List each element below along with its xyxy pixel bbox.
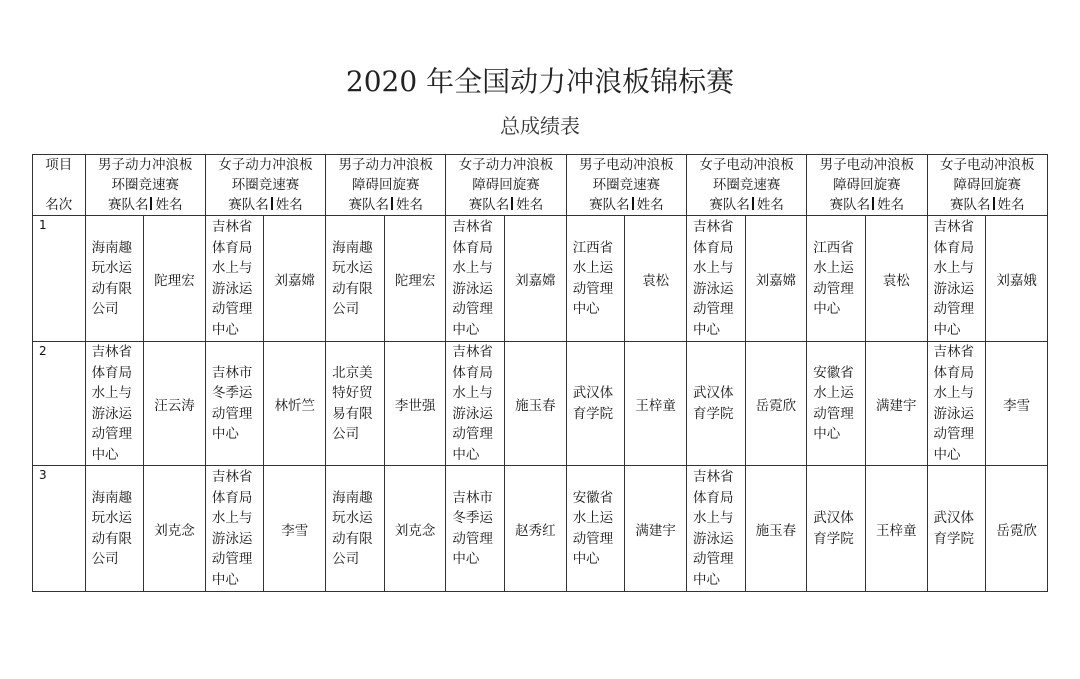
event-name-label: 女子动力冲浪板 <box>458 157 554 173</box>
team-name-line: 游泳运 <box>452 280 493 297</box>
team-name-line: 水上运 <box>572 510 614 526</box>
team-name-line: 中心 <box>572 551 600 567</box>
team-name-line: 中心 <box>452 551 480 567</box>
team-name-line: 玩水运 <box>91 510 133 526</box>
team-name-line: 海南趣 <box>332 239 373 256</box>
athlete-name-cell: 刘克念 <box>384 466 446 592</box>
team-name-line: 公司 <box>91 301 119 317</box>
team-name-line: 吉林省 <box>91 344 133 360</box>
team-cell <box>326 342 385 466</box>
team-cell <box>326 216 385 342</box>
team-name-line: 水上运 <box>572 260 614 276</box>
athlete-name-cell: 袁松 <box>865 216 927 342</box>
column-divider-mark <box>271 197 273 210</box>
team-column-label: 赛队名 <box>950 197 991 213</box>
team-name-line: 动管理 <box>692 301 734 317</box>
team-cell <box>807 342 866 466</box>
team-name-line: 武汉体 <box>933 510 975 526</box>
team-column-label: 赛队名 <box>468 197 510 213</box>
name-column-label: 姓名 <box>155 197 183 213</box>
team-name-line: 体育局 <box>91 364 133 381</box>
team-column-label: 赛队名 <box>589 197 630 213</box>
athlete-name-cell: 施玉春 <box>745 466 807 592</box>
team-name-line: 游泳运 <box>211 280 253 297</box>
team-name-line: 特好贸 <box>332 385 373 401</box>
team-name-line: 育学院 <box>692 405 734 422</box>
team-name-line: 游泳运 <box>91 405 133 422</box>
document-title: 2020 年全国动力冲浪板锦标赛 <box>345 65 735 98</box>
team-cell <box>686 216 745 342</box>
event-header-cell <box>686 155 806 216</box>
team-name-line: 安徽省 <box>813 364 854 381</box>
team-name-line: 动管理 <box>91 426 133 442</box>
team-cell <box>927 466 986 592</box>
team-name-line: 安徽省 <box>572 489 614 506</box>
team-name-line: 中心 <box>211 571 239 588</box>
team-name-line: 动有限 <box>91 530 133 547</box>
team-cell <box>446 466 505 592</box>
team-name-line: 体育局 <box>211 239 253 256</box>
team-name-line: 体育局 <box>933 239 975 256</box>
team-name-line: 中心 <box>452 446 480 463</box>
team-name-line: 中心 <box>692 321 720 338</box>
team-name-line: 水上与 <box>692 510 734 526</box>
team-name-line: 体育局 <box>692 489 734 506</box>
team-name-line: 水上运 <box>813 385 854 401</box>
team-name-line: 公司 <box>91 551 119 567</box>
team-name-line: 游泳运 <box>692 280 734 297</box>
event-header-cell <box>446 155 566 216</box>
team-cell <box>326 466 385 592</box>
team-cell <box>85 466 144 592</box>
team-name-line: 易有限 <box>332 405 373 422</box>
athlete-name-cell: 岳霓欣 <box>986 466 1048 592</box>
team-cell <box>205 466 264 592</box>
athlete-name-cell: 陀理宏 <box>144 216 206 342</box>
team-name-line: 吉林省 <box>452 344 493 360</box>
team-name-line: 动管理 <box>452 301 493 317</box>
table-row <box>33 342 1048 466</box>
team-name-line: 冬季运 <box>452 510 493 526</box>
name-column-label: 姓名 <box>396 197 424 213</box>
team-name-line: 吉林省 <box>211 219 253 235</box>
team-cell <box>927 216 986 342</box>
team-name-line: 中心 <box>692 571 720 588</box>
event-name-label: 男子动力冲浪板 <box>97 157 193 173</box>
team-name-line: 海南趣 <box>91 489 133 506</box>
team-name-line: 水上与 <box>211 510 253 526</box>
team-name-line: 中心 <box>813 426 841 442</box>
team-cell <box>686 342 745 466</box>
table-row <box>33 216 1048 342</box>
team-name-line: 中心 <box>211 321 239 338</box>
team-name-line: 动管理 <box>452 426 493 442</box>
team-cell <box>566 466 625 592</box>
team-name-line: 吉林省 <box>692 469 734 485</box>
team-name-line: 武汉体 <box>692 385 734 401</box>
team-name-line: 吉林市 <box>211 364 253 381</box>
team-name-line: 玩水运 <box>91 260 133 276</box>
athlete-name-cell: 满建宇 <box>625 466 687 592</box>
team-name-line: 水上与 <box>91 385 133 401</box>
athlete-name-cell: 刘嘉嫦 <box>264 216 326 342</box>
team-name-line: 游泳运 <box>933 405 975 422</box>
team-name-line: 吉林省 <box>933 344 975 360</box>
column-divider-mark <box>752 197 754 210</box>
team-name-line: 海南趣 <box>91 239 133 256</box>
team-cell <box>205 342 264 466</box>
event-header-cell <box>326 155 446 216</box>
event-name-label: 女子电动冲浪板 <box>699 157 794 173</box>
column-divider-mark <box>511 197 513 210</box>
team-name-line: 吉林省 <box>452 219 493 235</box>
team-name-line: 水上与 <box>452 385 493 401</box>
table-header-row <box>33 155 1048 216</box>
team-cell <box>446 216 505 342</box>
athlete-name-cell: 赵秀红 <box>505 466 567 592</box>
rank-cell: 1 <box>33 216 86 342</box>
event-type-label: 环圈竞速赛 <box>231 177 300 193</box>
rank-cell: 2 <box>33 342 86 466</box>
corner-top-label: 项目 <box>45 157 73 173</box>
document-subtitle: 总成绩表 <box>500 114 580 138</box>
event-header-cell <box>566 155 686 216</box>
athlete-name-cell: 李雪 <box>264 466 326 592</box>
team-name-line: 江西省 <box>813 239 854 256</box>
event-type-label: 障碍回旋赛 <box>833 177 901 193</box>
event-type-label: 环圈竞速赛 <box>592 177 661 193</box>
team-name-line: 体育局 <box>933 364 975 381</box>
team-cell <box>927 342 986 466</box>
event-type-label: 环圈竞速赛 <box>712 177 781 193</box>
team-name-line: 动管理 <box>211 301 253 317</box>
athlete-name-cell: 刘嘉嫦 <box>745 216 807 342</box>
name-column-label: 姓名 <box>997 197 1025 213</box>
team-name-line: 游泳运 <box>933 280 975 297</box>
corner-header-cell <box>33 155 86 216</box>
team-name-line: 公司 <box>332 426 360 442</box>
team-name-line: 中心 <box>933 446 961 463</box>
athlete-name-cell: 施玉春 <box>505 342 567 466</box>
team-cell <box>686 466 745 592</box>
athlete-name-cell: 刘嘉娥 <box>986 216 1048 342</box>
event-name-label: 男子电动冲浪板 <box>819 157 915 173</box>
team-name-line: 动管理 <box>211 405 253 422</box>
column-divider-mark <box>391 197 393 210</box>
athlete-name-cell: 陀理宏 <box>384 216 446 342</box>
team-name-line: 动管理 <box>572 530 614 547</box>
team-cell <box>85 216 144 342</box>
team-name-line: 武汉体 <box>813 510 854 526</box>
team-cell <box>807 216 866 342</box>
athlete-name-cell: 李世强 <box>384 342 446 466</box>
column-divider-mark <box>632 197 634 210</box>
team-name-line: 动管理 <box>813 280 854 297</box>
event-name-label: 女子动力冲浪板 <box>218 157 313 173</box>
team-column-label: 赛队名 <box>228 197 269 213</box>
team-name-line: 玩水运 <box>332 510 373 526</box>
athlete-name-cell: 林忻竺 <box>264 342 326 466</box>
athlete-name-cell: 李雪 <box>986 342 1048 466</box>
team-name-line: 中心 <box>452 321 480 338</box>
team-cell <box>446 342 505 466</box>
team-name-line: 水上与 <box>933 385 975 401</box>
team-name-line: 动管理 <box>452 530 493 547</box>
column-divider-mark <box>993 197 995 210</box>
team-column-label: 赛队名 <box>107 197 149 213</box>
team-name-line: 体育局 <box>452 239 493 256</box>
rank-cell: 3 <box>33 466 86 592</box>
team-name-line: 吉林省 <box>211 469 253 485</box>
team-name-line: 动有限 <box>91 280 133 297</box>
team-name-line: 吉林省 <box>692 219 734 235</box>
team-name-line: 动管理 <box>572 280 614 297</box>
athlete-name-cell: 王梓童 <box>865 466 927 592</box>
team-name-line: 中心 <box>572 301 600 317</box>
team-name-line: 中心 <box>933 321 961 338</box>
team-column-label: 赛队名 <box>709 197 750 213</box>
column-divider-mark <box>150 197 152 210</box>
team-name-line: 公司 <box>332 551 360 567</box>
team-name-line: 动有限 <box>332 280 373 297</box>
team-name-line: 水上与 <box>452 260 493 276</box>
team-name-line: 水上运 <box>813 260 854 276</box>
athlete-name-cell: 汪云涛 <box>144 342 206 466</box>
event-header-cell <box>85 155 205 216</box>
team-name-line: 江西省 <box>572 239 614 256</box>
team-cell <box>85 342 144 466</box>
event-name-label: 男子动力冲浪板 <box>338 157 434 173</box>
name-column-label: 姓名 <box>636 197 664 213</box>
team-name-line: 水上与 <box>692 260 734 276</box>
corner-bottom-label: 名次 <box>45 197 73 213</box>
table-row <box>33 466 1048 592</box>
athlete-name-cell: 袁松 <box>625 216 687 342</box>
team-name-line: 体育局 <box>452 364 493 381</box>
team-cell <box>566 342 625 466</box>
team-name-line: 武汉体 <box>572 385 614 401</box>
team-name-line: 海南趣 <box>332 489 373 506</box>
event-header-cell <box>807 155 927 216</box>
team-cell <box>566 216 625 342</box>
team-name-line: 动管理 <box>211 551 253 567</box>
athlete-name-cell: 岳霓欣 <box>745 342 807 466</box>
results-table <box>32 154 1048 592</box>
team-name-line: 冬季运 <box>211 385 253 401</box>
event-name-label: 男子电动冲浪板 <box>579 157 674 173</box>
team-name-line: 体育局 <box>211 489 253 506</box>
athlete-name-cell: 王梓童 <box>625 342 687 466</box>
team-name-line: 育学院 <box>933 530 975 547</box>
name-column-label: 姓名 <box>756 197 784 213</box>
team-name-line: 动有限 <box>332 530 373 547</box>
team-name-line: 水上与 <box>933 260 975 276</box>
name-column-label: 姓名 <box>877 197 905 213</box>
name-column-label: 姓名 <box>275 197 303 213</box>
team-name-line: 中心 <box>91 446 119 463</box>
team-name-line: 公司 <box>332 301 360 317</box>
athlete-name-cell: 刘嘉嫦 <box>505 216 567 342</box>
event-header-cell <box>927 155 1047 216</box>
team-column-label: 赛队名 <box>829 197 871 213</box>
team-name-line: 水上与 <box>211 260 253 276</box>
name-column-label: 姓名 <box>516 197 544 213</box>
event-name-label: 女子电动冲浪板 <box>940 157 1035 173</box>
team-name-line: 吉林省 <box>933 219 975 235</box>
athlete-name-cell: 满建宇 <box>865 342 927 466</box>
athlete-name-cell: 刘克念 <box>144 466 206 592</box>
event-type-label: 障碍回旋赛 <box>352 177 420 193</box>
team-name-line: 育学院 <box>572 405 614 422</box>
team-cell <box>807 466 866 592</box>
team-name-line: 北京美 <box>332 364 373 381</box>
team-name-line: 育学院 <box>813 530 854 547</box>
team-column-label: 赛队名 <box>348 197 390 213</box>
team-name-line: 动管理 <box>933 426 975 442</box>
team-name-line: 体育局 <box>692 239 734 256</box>
team-name-line: 中心 <box>211 426 239 442</box>
column-divider-mark <box>872 197 874 210</box>
team-name-line: 游泳运 <box>692 530 734 547</box>
team-name-line: 玩水运 <box>332 260 373 276</box>
event-type-label: 环圈竞速赛 <box>111 177 179 193</box>
event-header-cell <box>205 155 325 216</box>
team-name-line: 动管理 <box>692 551 734 567</box>
team-name-line: 动管理 <box>933 301 975 317</box>
team-name-line: 中心 <box>813 301 841 317</box>
team-name-line: 游泳运 <box>452 405 493 422</box>
event-type-label: 障碍回旋赛 <box>472 177 540 193</box>
event-type-label: 障碍回旋赛 <box>953 177 1022 193</box>
team-name-line: 游泳运 <box>211 530 253 547</box>
team-name-line: 动管理 <box>813 405 854 422</box>
team-cell <box>205 216 264 342</box>
team-name-line: 吉林市 <box>452 489 493 506</box>
